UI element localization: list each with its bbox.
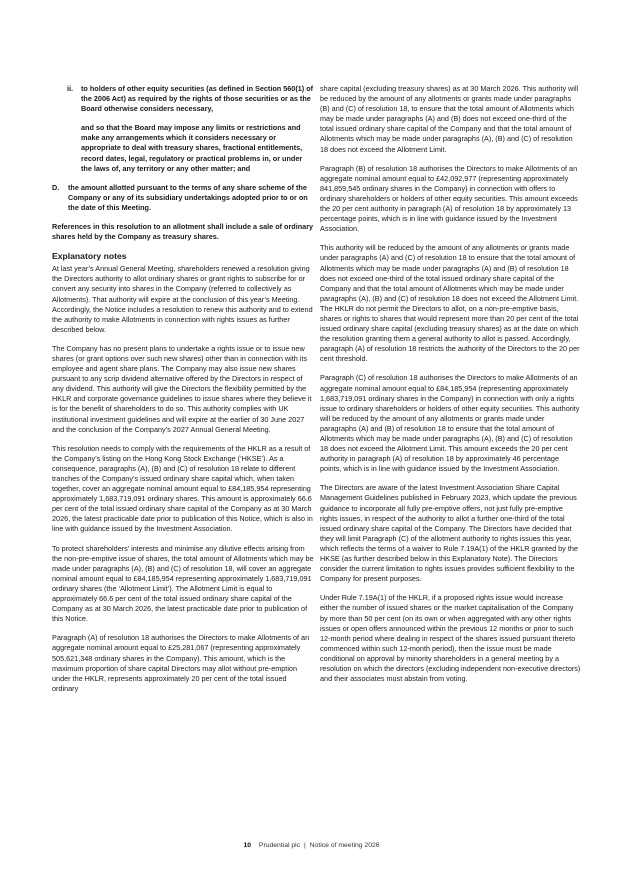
page-number: 10	[243, 842, 252, 849]
list-item-text: the amount allotted pursuant to the terms of any share scheme of the Company or any of its subsidiary undertakings adopted prior to or on the date of this Meeting.	[68, 182, 308, 212]
list-item-text: to holders of other equity securities (as defined in Section 560(1) of the 2006 Act) as required by the rights of those securities or as the Board otherwise considers necessary,	[81, 84, 314, 114]
list-continuation: and so that the Board may impose any limits or restrictions and make any arrangements which it considers necessary or appropriate to deal with treasury shares, fractional entitlements, record dates, legal, regulatory or practical problems in, or under the laws of, any territory or any other matter; and	[81, 123, 303, 173]
paragraph: This authority will be reduced by the amount of any allotments or grants made under paragraphs (A) and (C) of resolution 18 to ensure that the total amount of Allotments which may be made under paragraphs (A) and (B) of resolution 18 does not exceed one-third of the total issued ordinary share capital of the Company and that the total amount of Allotments which may be made under paragraphs (A), (B) and (C) of resolution 18 does not exceed the Allotment Limit. The HKLR do not permit the Directors to allot, on a non-pre-emptive basis, shares or rights to shares that would represent more than 20 per cent of the total issued ordinary share capital (excluding treasury shares) as at the date on which the resolution granting them a general authority to allot is passed. Accordingly, paragraph (A) of resolution 18 restricts the authority of the Directors to the 20 per cent threshold.	[320, 243, 580, 364]
list-item-D	[52, 183, 314, 213]
references-note: References in this resolution to an allotment shall include a sale of ordinary shares held by the Company as treasury shares.	[52, 222, 314, 242]
paragraph: Paragraph (C) of resolution 18 authorises the Directors to make Allotments of an aggregate nominal amount equal to £84,185,954 (representing approximately 1,683,719,091 ordinary shares in the Company) in connection with only a rights issue to ordinary shareholders or holders of other equity securities. This authority will be reduced by the amount of any allotments or grants made under paragraphs (A) and (B) of resolution 18 to ensure that the total amount of Allotments which may be made under paragraphs (A), (B) and (C) of resolution 18 does not exceed the Allotment Limit. This amount exceeds the 20 per cent authority in paragraph (A) of resolution 18 by approximately 46 percentage points, which is in line with guidance issued by the Investment Association.	[320, 373, 580, 474]
page-footer	[0, 841, 623, 850]
left-column	[52, 84, 314, 694]
section-heading: Explanatory notes	[52, 251, 127, 262]
paragraph: This resolution needs to comply with the requirements of the HKLR as a result of the Company’s listing on the Hong Kong Stock Exchange (‘HKSE’). As a consequence, paragraphs (A), (B) and (C) of resolution 18 relate to different tranches of the Company’s issued ordinary share capital which, when taken together, cover an aggregate nominal amount equal to £84,185,954 representing approximately 1,683,719,091 ordinary shares. This amount is approximately 66.6 per cent of the total issued ordinary share capital of the Company as at 30 March 2026, the latest practicable date prior to publication of this Notice, which is also in line with guidance issued by the Investment Association.	[52, 443, 313, 534]
paragraph: To protect shareholders’ interests and minimise any dilutive effects arising from the non-pre-emptive issue of shares, the total amount of Allotments which may be made under paragraphs (A), (B) and (C) of resolution 18, will cover an aggregate nominal amount equal to £84,185,954 representing approximately 1,683,719,091 ordinary shares (the ‘Allotment Limit’). The Allotment Limit is equal to approximately 66.6 per cent of the total issued ordinary share capital of the Company as at 30 March 2026, the latest practicable date prior to publication of this Notice.	[52, 543, 314, 624]
paragraph: Under Rule 7.19A(1) of the HKLR, if a proposed rights issue would increase either the number of issued shares or the market capitalisation of the Company by more than 50 per cent (on its own or when aggregated with any other rights issues or open offers announced within the previous 12 months or prior to such 12-month period where dealing in respect of the shares issued pursuant thereto commenced within such 12-month period), then the issue must be made conditional on approval by minority shareholders in a general meeting by a resolution on which the directors (excluding independent non-executive directors) and their associates must abstain from voting.	[320, 593, 581, 684]
list-item-ii	[52, 84, 314, 114]
right-column	[320, 84, 582, 684]
list-marker: ii.	[67, 84, 74, 93]
list-marker: D.	[52, 182, 60, 192]
paragraph: share capital (excluding treasury shares) as at 30 March 2026. This authority will be reduced by the amount of any allotments or grants made under paragraphs (B) and (C) of resolution 18, to ensure that the total amount of Allotments which may be made under paragraphs (A) and (B) does not exceed one-third of the total issued ordinary share capital of the Company and that the total amount of Allotments which may be made under paragraphs (A), (B) and (C) of resolution 18 does not exceed the Allotment Limit.	[320, 84, 579, 154]
paragraph: At last year’s Annual General Meeting, shareholders renewed a resolution giving the Directors authority to allot ordinary shares or grant rights to subscribe for or convert any security into shares in the Company (referred to collectively as Allotments). That authority will expire at the conclusion of this year’s Meeting. Accordingly, the Notice includes a resolution to renew this authority and to extend the authority to make Allotments in connection with rights issues as further described below.	[52, 264, 313, 334]
paragraph: The Company has no present plans to undertake a rights issue or to issue new shares (or grant options over such new shares) other than in connection with its employee and agent share plans. The Company may also issue new shares pursuant to any scrip dividend alternative offered by the Directors in respect of any dividend. This authority will give the Directors the flexibility permitted by the HKLR and corporate governance guidelines to issue shares where they believe it is for the benefit of shareholders to do so. This authority complies with UK institutional investment guidelines and will expire at the earlier of 30 June 2027 and the conclusion of the Company’s 2027 Annual General Meeting.	[52, 343, 312, 434]
paragraph: The Directors are aware of the latest Investment Association Share Capital Management Guidelines published in February 2023, which update the previous guidance to incorporate all fully pre-emptive offers, not just fully pre-emptive rights issues, in respect of the authority to allot a further one-third of the total issued ordinary share capital of the Company. The Directors have decided that they will limit Paragraph (C) of the allotment authority to rights issues this year, which reflects the terms of a waiver to Rule 7.19A(1) of the HKLR granted by the HKSE (as further described below in this Explanatory Note). The Directors consider the current limitation to rights issues provides sufficient flexibility to the Company for present purposes.	[320, 483, 578, 584]
footer-document-title: Notice of meeting 2026	[309, 842, 380, 849]
paragraph: Paragraph (A) of resolution 18 authorises the Directors to make Allotments of an aggregate nominal amount equal to £25,281,067 (representing approximately 505,621,348 ordinary shares in the Company). This amount, which is the maximum proportion of share capital Directors may allot without pre-emption under the HKLR, represents approximately 20 per cent of the total issued ordinary	[52, 633, 310, 693]
footer-separator: |	[303, 842, 306, 849]
paragraph: Paragraph (B) of resolution 18 authorises the Directors to make Allotments of an aggregate nominal amount equal to £42,092,977 (representing approximately 841,859,545 ordinary shares in the Company) in connection with offers to ordinary shareholders or holders of other equity securities. This amount exceeds the 20 per cent authority in paragraph (A) of resolution 18 by approximately 13 percentage points, which is in line with guidance issued by the Investment Association.	[320, 163, 578, 234]
footer-company: Prudential plc	[258, 842, 301, 849]
